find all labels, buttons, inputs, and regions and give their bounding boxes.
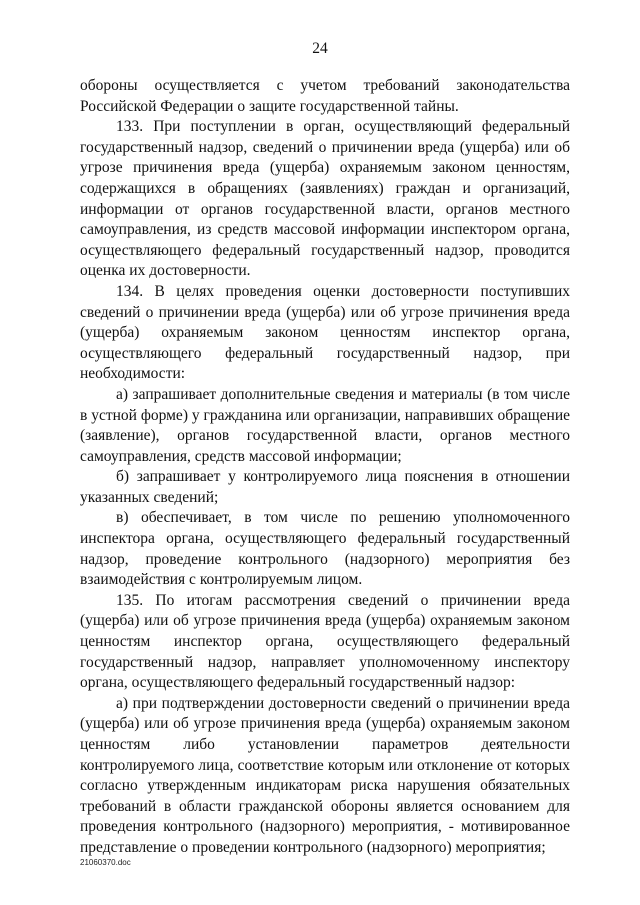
- paragraph-133: 133. При поступлении в орган, осуществляющий федеральный государственный надзор, сведений о причинении вреда (ущерба) или об угрозе причинения вреда (ущерба) охраняемым законом ценностям, содержащихся в обращениях (заявлениях) граждан и организаций, информации от органов государственной власти, органов местного самоуправления, из средств массовой информации инспектором органа, осуществляющего федеральный государственный надзор, проводится оценка их достоверности.: [80, 118, 570, 280]
- paragraph-134: 134. В целях проведения оценки достоверности поступивших сведений о причинении вреда (ущерба) или об угрозе причинения вреда (ущерба) охраняемым законом ценностям инспектор органа, осуществляющего федеральный государственный надзор, при необходимости:: [80, 282, 570, 383]
- paragraph-135-a: а) при подтверждении достоверности сведений о причинении вреда (ущерба) или об угрозе причинения вреда (ущерба) охраняемым законом ценностям либо установлении параметров деятельности контролируемого лица, соответствие которым или отклонение от которых согласно утвержденным индикаторам риска нарушения обязательных требований в области гражданской обороны является основанием для проведения контрольного (надзорного) мероприятия, - мотивированное представление о проведении контрольного (надзорного) мероприятия;: [80, 694, 570, 856]
- document-body: [80, 76, 570, 859]
- paragraph-134-b: б) запрашивает у контролируемого лица пояснения в отношении указанных сведений;: [80, 468, 570, 506]
- paragraph-134-v: в) обеспечивает, в том числе по решению уполномоченного инспектора органа, осуществляющего федеральный государственный надзор, проведение контрольного (надзорного) мероприятия без взаимодействия с контролируемым лицом.: [80, 509, 570, 589]
- paragraph-continuation: обороны осуществляется с учетом требований законодательства Российской Федерации о защите государственной тайны.: [80, 77, 570, 115]
- footer-filename: 21060370.doc: [80, 858, 131, 867]
- paragraph-134-a: а) запрашивает дополнительные сведения и материалы (в том числе в устной форме) у гражданина или организации, направивших обращение (заявление), органов государственной власти, органов местного самоуправления, средств массовой информации;: [80, 385, 570, 465]
- page-number: 24: [312, 40, 328, 57]
- paragraph-135: 135. По итогам рассмотрения сведений о причинении вреда (ущерба) или об угрозе причинения вреда (ущерба) охраняемым законом ценностям инспектор органа, осуществляющего федеральный государственный надзор, направляет уполномоченному инспектору органа, осуществляющего федеральный государственный надзор:: [80, 591, 570, 692]
